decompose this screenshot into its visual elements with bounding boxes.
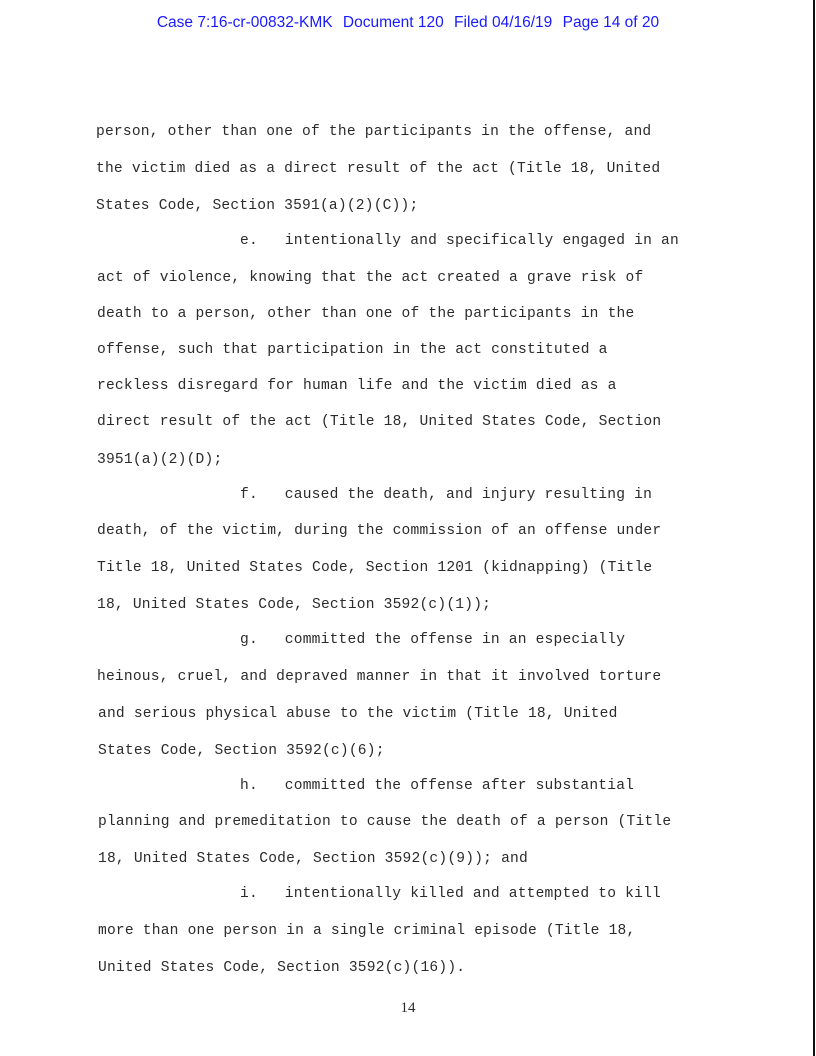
body-line: Title 18, United States Code, Section 1201 (kidnapping) (Title xyxy=(97,560,653,576)
body-line: offense, such that participation in the act constituted a xyxy=(97,342,608,358)
page-edge-border xyxy=(813,0,815,1056)
body-line: direct result of the act (Title 18, United States Code, Section xyxy=(97,414,662,430)
body-line: death, of the victim, during the commission of an offense under xyxy=(97,523,662,539)
body-line: the victim died as a direct result of the act (Title 18, United xyxy=(96,161,661,177)
body-line: States Code, Section 3592(c)(6); xyxy=(98,743,385,759)
body-line: and serious physical abuse to the victim (Title 18, United xyxy=(98,706,618,722)
body-line: 18, United States Code, Section 3592(c)(9)); and xyxy=(98,851,528,867)
list-item-e: e. intentionally and specifically engaged in an xyxy=(240,233,679,249)
body-line: States Code, Section 3591(a)(2)(C)); xyxy=(96,198,419,214)
body-line: more than one person in a single criminal episode (Title 18, xyxy=(98,923,636,939)
body-line: heinous, cruel, and depraved manner in that it involved torture xyxy=(97,669,662,685)
body-line: death to a person, other than one of the participants in the xyxy=(97,306,635,322)
list-item-h: h. committed the offense after substantial xyxy=(240,778,635,794)
page-indicator: Page 14 of 20 xyxy=(562,14,660,31)
body-line: 3951(a)(2)(D); xyxy=(97,452,223,468)
filed-date: Filed 04/16/19 xyxy=(454,14,553,31)
body-line: reckless disregard for human life and the victim died as a xyxy=(97,378,617,394)
body-line: act of violence, knowing that the act created a grave risk of xyxy=(97,270,644,286)
list-item-i: i. intentionally killed and attempted to kill xyxy=(240,886,662,902)
page-number: 14 xyxy=(400,1000,416,1016)
body-line: 18, United States Code, Section 3592(c)(1)); xyxy=(97,597,492,613)
document-number: Document 120 xyxy=(342,14,444,31)
body-line: planning and premeditation to cause the death of a person (Title xyxy=(98,814,672,830)
case-header xyxy=(0,14,816,32)
list-item-f: f. caused the death, and injury resulting in xyxy=(240,487,653,503)
case-number: Case 7:16-cr-00832-KMK xyxy=(156,14,333,31)
body-line: person, other than one of the participants in the offense, and xyxy=(96,124,652,140)
list-item-g: g. committed the offense in an especially xyxy=(240,632,626,648)
body-line: United States Code, Section 3592(c)(16)). xyxy=(98,960,466,976)
